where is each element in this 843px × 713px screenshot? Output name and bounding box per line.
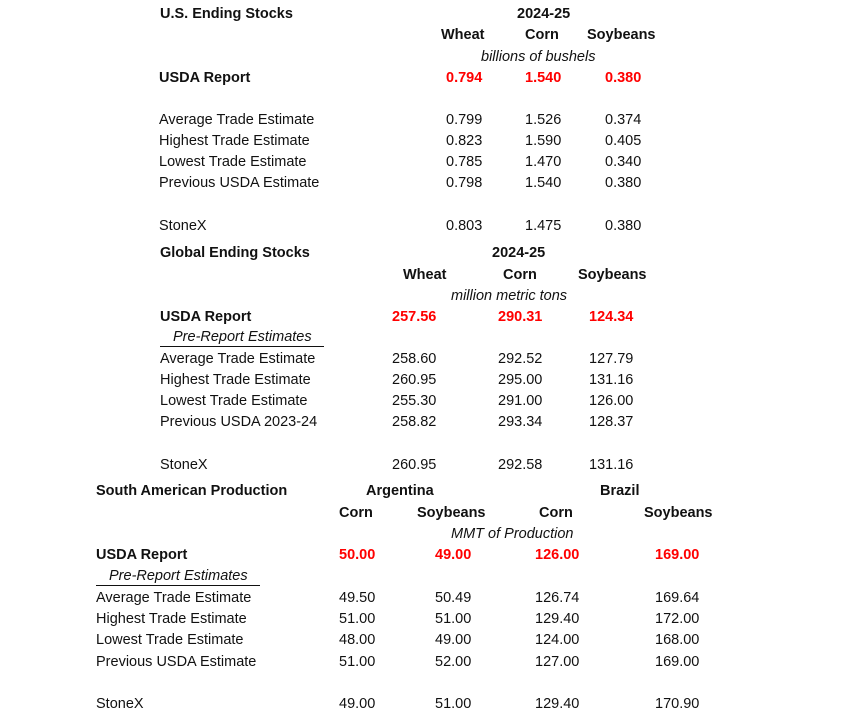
row-value: 255.30 [392, 393, 437, 409]
row-label: Average Trade Estimate [159, 112, 315, 128]
row-value: 0.380 [605, 175, 642, 191]
row-value: 1.540 [525, 175, 562, 191]
row-label: Average Trade Estimate [160, 351, 316, 367]
row-value: 48.00 [339, 632, 376, 648]
row-value: 51.00 [339, 654, 376, 670]
us-usda-corn: 1.540 [525, 70, 562, 86]
global-col-corn: Corn [503, 267, 537, 283]
row-value: 0.785 [446, 154, 483, 170]
row-label: Lowest Trade Estimate [159, 154, 307, 170]
row-value: 0.798 [446, 175, 483, 191]
row-value: 292.58 [498, 457, 543, 473]
sa-title: South American Production [96, 483, 288, 499]
sa-brazil-heading: Brazil [600, 483, 640, 499]
sa-usda-bra-corn: 126.00 [535, 547, 580, 563]
global-usda-wheat: 257.56 [392, 309, 437, 325]
row-value: 126.00 [589, 393, 634, 409]
row-label: Highest Trade Estimate [160, 372, 311, 388]
global-year: 2024-25 [492, 245, 546, 261]
us-year: 2024-25 [517, 6, 571, 22]
row-value: 1.470 [525, 154, 562, 170]
row-value: 170.90 [655, 696, 700, 712]
row-value: 0.340 [605, 154, 642, 170]
row-value: 128.37 [589, 414, 634, 430]
sa-col-bra-soybeans: Soybeans [644, 505, 713, 521]
global-usda-soybeans: 124.34 [589, 309, 634, 325]
row-value: 0.405 [605, 133, 642, 149]
global-pre-report-heading: Pre-Report Estimates [160, 329, 324, 347]
row-value: 172.00 [655, 611, 700, 627]
row-value: 291.00 [498, 393, 543, 409]
global-col-soybeans: Soybeans [578, 267, 647, 283]
sa-usda-arg-soybeans: 49.00 [435, 547, 472, 563]
row-value: 0.374 [605, 112, 642, 128]
us-col-corn: Corn [525, 27, 559, 43]
row-label: Highest Trade Estimate [96, 611, 247, 627]
row-value: 169.00 [655, 654, 700, 670]
row-value: 131.16 [589, 372, 634, 388]
row-label: Highest Trade Estimate [159, 133, 310, 149]
row-value: 51.00 [339, 611, 376, 627]
global-usda-label: USDA Report [160, 309, 252, 325]
row-value: 0.799 [446, 112, 483, 128]
sa-pre-report-heading: Pre-Report Estimates [96, 568, 260, 586]
sa-usda-label: USDA Report [96, 547, 188, 563]
row-value: 129.40 [535, 611, 580, 627]
row-value: 131.16 [589, 457, 634, 473]
row-value: 49.00 [339, 696, 376, 712]
global-title: Global Ending Stocks [160, 245, 310, 261]
row-value: 50.49 [435, 590, 472, 606]
row-value: 258.60 [392, 351, 437, 367]
row-value: 126.74 [535, 590, 580, 606]
row-value: 49.50 [339, 590, 376, 606]
us-usda-wheat: 0.794 [446, 70, 483, 86]
row-value: 293.34 [498, 414, 543, 430]
row-label: Lowest Trade Estimate [96, 632, 244, 648]
row-value: 124.00 [535, 632, 580, 648]
global-col-wheat: Wheat [403, 267, 447, 283]
row-value: 260.95 [392, 372, 437, 388]
stonex-label: StoneX [96, 696, 144, 712]
row-value: 169.64 [655, 590, 700, 606]
row-label: Previous USDA Estimate [96, 654, 257, 670]
row-value: 51.00 [435, 611, 472, 627]
row-label: Previous USDA Estimate [159, 175, 320, 191]
sa-col-arg-soybeans: Soybeans [417, 505, 486, 521]
sa-argentina-heading: Argentina [366, 483, 434, 499]
row-label: Lowest Trade Estimate [160, 393, 308, 409]
sa-usda-arg-corn: 50.00 [339, 547, 376, 563]
row-value: 52.00 [435, 654, 472, 670]
row-value: 0.380 [605, 218, 642, 234]
sa-col-arg-corn: Corn [339, 505, 373, 521]
global-usda-corn: 290.31 [498, 309, 543, 325]
us-unit: billions of bushels [481, 49, 596, 65]
row-value: 292.52 [498, 351, 543, 367]
us-col-soybeans: Soybeans [587, 27, 656, 43]
global-unit: million metric tons [451, 288, 568, 304]
row-value: 0.823 [446, 133, 483, 149]
us-title: U.S. Ending Stocks [160, 6, 293, 22]
row-value: 260.95 [392, 457, 437, 473]
stonex-label: StoneX [160, 457, 208, 473]
row-value: 49.00 [435, 632, 472, 648]
row-label: Previous USDA 2023-24 [160, 414, 318, 430]
us-usda-label: USDA Report [159, 70, 251, 86]
row-label: Average Trade Estimate [96, 590, 252, 606]
us-usda-soybeans: 0.380 [605, 70, 642, 86]
row-value: 51.00 [435, 696, 472, 712]
sa-usda-bra-soybeans: 169.00 [655, 547, 700, 563]
stonex-label: StoneX [159, 218, 207, 234]
row-value: 1.526 [525, 112, 562, 128]
us-col-wheat: Wheat [441, 27, 485, 43]
row-value: 0.803 [446, 218, 483, 234]
row-value: 127.79 [589, 351, 634, 367]
row-value: 258.82 [392, 414, 437, 430]
row-value: 1.475 [525, 218, 562, 234]
row-value: 129.40 [535, 696, 580, 712]
row-value: 1.590 [525, 133, 562, 149]
row-value: 168.00 [655, 632, 700, 648]
sa-unit: MMT of Production [451, 526, 574, 542]
row-value: 295.00 [498, 372, 543, 388]
row-value: 127.00 [535, 654, 580, 670]
sa-col-bra-corn: Corn [539, 505, 573, 521]
